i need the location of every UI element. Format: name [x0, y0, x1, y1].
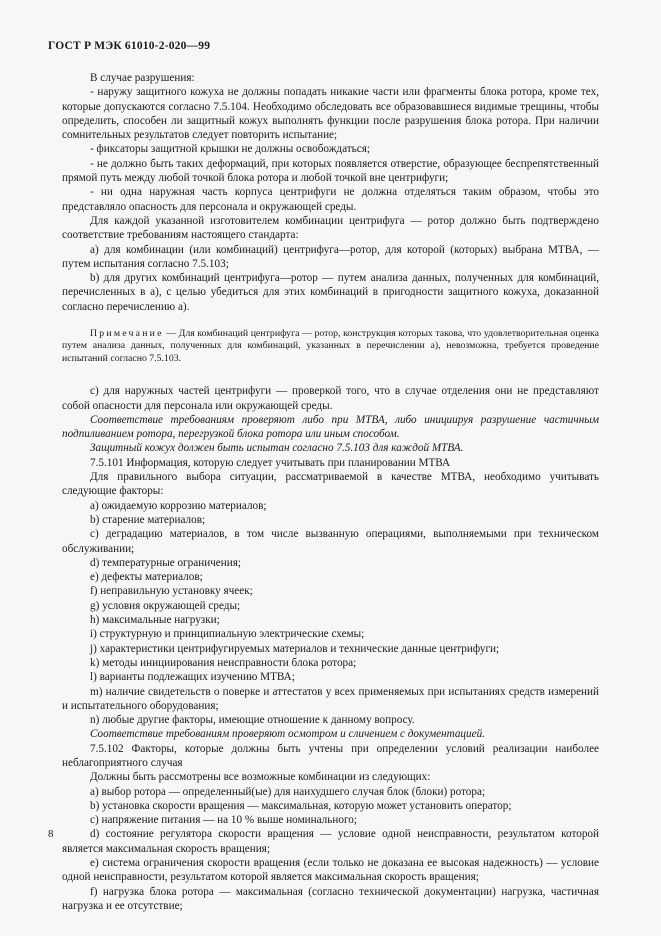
list-item: k) методы инициирования неисправности блока ротора; — [90, 656, 357, 669]
paragraph: Для правильного выбора ситуации, рассматриваемой в качестве МТВА, необходимо учитывать следующие факторы: — [62, 471, 599, 498]
paragraph: а) для комбинации (или комбинаций) центрифуга—ротор, для которой (которых) выбрана МТВА, — путем испытания согласно 7.5.103; — [62, 243, 599, 270]
list-item: g) условия окружающей среды; — [90, 599, 241, 612]
list-item: i) структурную и принципиальную электрические схемы; — [90, 628, 365, 641]
note-label: Примечание — [90, 328, 164, 340]
list-item: d) состояние регулятора скорости вращения — условие одной неисправности, результатом которой является максимальная скорость вращения; — [62, 828, 599, 855]
paragraph: - ни одна наружная часть корпуса центрифуги не должна отделяться таким образом, чтобы это представляло опасность для персонала и окружающей среды. — [62, 186, 599, 213]
paragraph: Должны быть рассмотрены все возможные комбинации из следующих: — [90, 771, 431, 784]
list-item: с) деградацию материалов, в том числе вызванную операциями, выполняемыми при техническом обслуживании; — [62, 528, 599, 555]
paragraph: с) для наружных частей центрифуги — проверкой того, что в случае отделения они не представляют собой опасности для персонала или окружающей среды. — [62, 385, 599, 412]
paragraph: Для каждой указанной изготовителем комбинации центрифуга — ротор должно быть подтверждено соответствие требованиям настоящего стандарта: — [62, 214, 599, 242]
note — [62, 328, 599, 365]
page-header: ГОСТ Р МЭК 61010-2-020—99 — [48, 40, 211, 52]
section-heading: 7.5.102 Факторы, которые должны быть учтены при определении условий реализации наиболее неблагоприятного случая — [62, 742, 599, 769]
list-item: е) система ограничения скорости вращения (если только не доказана ее высокая надежность) — условие одной неисправности, результатом которой является максимальная скорость вращения; — [62, 857, 599, 884]
compliance-statement: Соответствие требованиям проверяют либо при МТВА, либо инициируя разрушение частичным подпиливанием ротора, перегрузкой блока ротора или иным способом. — [62, 413, 599, 441]
list-item: f) нагрузка блока ротора — максимальная (согласно технической документации) нагрузка, частичная нагрузка и ее отсутствие; — [62, 885, 599, 912]
list-item: j) характеристики центрифугируемых материалов и технические данные центрифуги; — [90, 642, 500, 655]
document-body — [62, 71, 599, 913]
paragraph: - не должно быть таких деформаций, при которых появляется отверстие, образующее беспрепятственный прямой путь между любой точкой блока ротора и любой точкой вне центрифуги; — [62, 157, 599, 185]
paragraph: В случае разрушения: — [90, 72, 195, 84]
list-item: а) ожидаемую коррозию материалов; — [90, 499, 267, 512]
note-text: — Для комбинаций центрифуга — ротор, конструкция которых такова, что удовлетворительная оценка путем анализа данных, полученных для комбинаций, указанных в перечислении а), невозможна, требуется проведение испытаний согласно 7.5.103. — [62, 328, 599, 364]
paragraph: - фиксаторы защитной крышки не должны освобождаться; — [90, 143, 371, 156]
section-heading: 7.5.101 Информация, которую следует учитывать при планировании МТВА — [90, 456, 451, 469]
list-item: d) температурные ограничения; — [90, 556, 242, 569]
page-number: 8 — [48, 828, 54, 840]
paragraph: b) для других комбинаций центрифуга—ротор — путем анализа данных, полученных для комбинаций, перечисленных в а), с целью убедиться для этих комбинаций в пригодности защитного кожуха, доказанной согласно перечислению а). — [62, 272, 599, 313]
list-item: m) наличие свидетельств о поверке и аттестатов у всех применяемых при испытаниях средств измерений и испытательного оборудования; — [62, 685, 599, 712]
list-item: f) неправильную установку ячеек; — [90, 585, 253, 598]
list-item: l) варианты подлежащих изучению МТВА; — [90, 671, 295, 684]
list-item: b) старение материалов; — [90, 513, 206, 526]
list-item: а) выбор ротора — определенный(ые) для наихудшего случая блок (блоки) ротора; — [90, 785, 486, 798]
list-item: b) установка скорости вращения — максимальная, которую может установить оператор; — [90, 799, 512, 812]
compliance-statement: Соответствие требованиям проверяют осмотром и сличением с документацией. — [90, 728, 485, 741]
list-item: е) дефекты материалов; — [90, 571, 203, 584]
paragraph: - наружу защитного кожуха не должны попадать никакие части или фрагменты блока ротора, кроме тех, которые допускаются согласно 7.5.104. Необходимо обследовать все образовавшиеся видимые трещины, чтобы определить, способен ли защитный кожух выполнять функции после разрушения блока ротора. При наличии сомнительных результатов следует повторить испытание; — [62, 86, 599, 142]
list-item: n) любые другие факторы, имеющие отношение к данному вопросу. — [90, 714, 415, 727]
list-item: h) максимальные нагрузки; — [90, 614, 220, 627]
compliance-statement: Защитный кожух должен быть испытан согласно 7.5.103 для каждой МТВА. — [90, 442, 464, 455]
list-item: с) напряжение питания — на 10 % выше номинального; — [90, 814, 357, 827]
